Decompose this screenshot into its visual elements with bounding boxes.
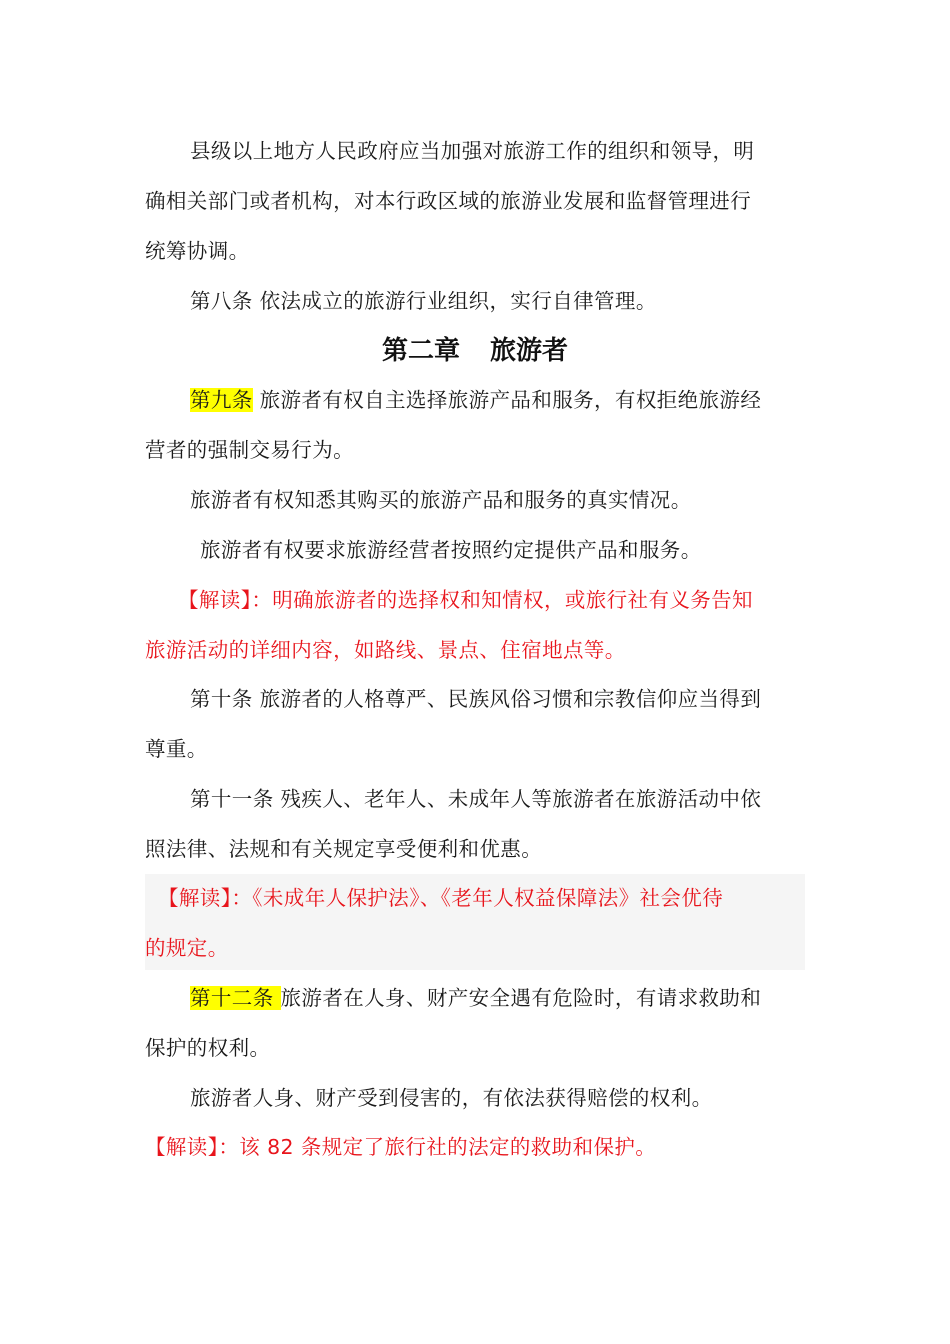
paragraph-line: 确相关部门或者机构，对本行政区域的旅游业发展和监督管理进行 <box>145 189 752 213</box>
paragraph-line: 旅游者人身、财产受到侵害的，有依法获得赔偿的权利。 <box>190 1086 713 1110</box>
chapter-heading <box>0 334 950 368</box>
article-9-label: 第九条 <box>190 388 253 412</box>
paragraph-line: 统筹协调。 <box>145 239 250 263</box>
article-11: 第十一条 残疾人、老年人、未成年人等旅游者在旅游活动中依 <box>190 787 762 811</box>
paragraph-line: 旅游者有权知悉其购买的旅游产品和服务的真实情况。 <box>190 488 692 512</box>
interpretation-note: 的规定。 <box>145 936 229 960</box>
paragraph-line: 营者的强制交易行为。 <box>145 438 354 462</box>
interpretation-note: 【解读】：《未成年人保护法》、《老年人权益保障法》社会优待 <box>158 886 724 910</box>
chapter-title: 旅游者 <box>490 336 569 366</box>
interpretation-note: 旅游活动的详细内容，如路线、景点、住宿地点等。 <box>145 638 626 662</box>
article-8: 第八条 依法成立的旅游行业组织，实行自律管理。 <box>190 289 657 313</box>
article-12-text: 旅游者在人身、财产安全遇有危险时，有请求救助和 <box>280 986 762 1010</box>
article-12-label: 第十二条 <box>190 986 281 1010</box>
interpretation-note: 【解读】：该 82 条规定了旅行社的法定的救助和保护。 <box>145 1135 657 1159</box>
interpretation-note: 【解读】：明确旅游者的选择权和知情权，或旅行社有义务告知 <box>178 588 753 612</box>
article-9-line <box>190 385 810 415</box>
paragraph-line: 尊重。 <box>145 737 208 761</box>
paragraph-line: 照法律、法规和有关规定享受便利和优惠。 <box>145 837 543 861</box>
article-10: 第十条 旅游者的人格尊严、民族风俗习惯和宗教信仰应当得到 <box>190 687 762 711</box>
article-12-line <box>190 983 810 1013</box>
paragraph-line: 县级以上地方人民政府应当加强对旅游工作的组织和领导，明 <box>190 139 755 163</box>
chapter-number: 第二章 <box>381 336 460 366</box>
article-9-text: 旅游者有权自主选择旅游产品和服务，有权拒绝旅游经 <box>252 388 762 412</box>
paragraph-line: 保护的权利。 <box>145 1036 271 1060</box>
paragraph-line: 旅游者有权要求旅游经营者按照约定提供产品和服务。 <box>200 538 702 562</box>
